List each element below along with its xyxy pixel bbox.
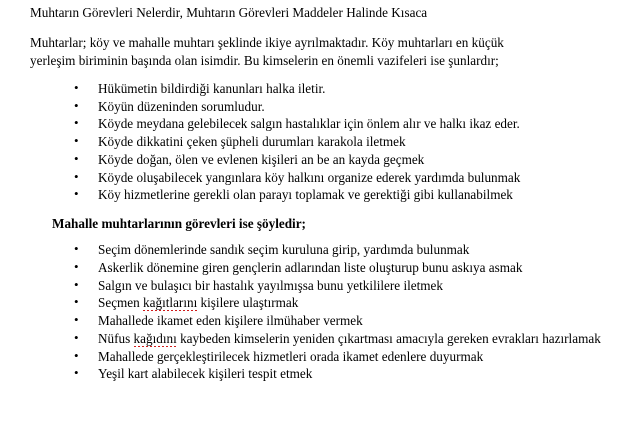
list-item [74, 277, 617, 295]
list-item-text: Köy hizmetlerine gerekli olan parayı toplamak ve gerektiği gibi kullanabilmek [98, 187, 513, 203]
spellcheck-underline: kağıdını [133, 330, 177, 346]
list-item [74, 98, 617, 116]
page-title: Muhtarın Görevleri Nelerdir, Muhtarın Görevleri Maddeler Halinde Kısaca [30, 5, 428, 20]
list-item-text: Mahallede ikamet eden kişilere ilmühaber vermek [98, 313, 363, 329]
list-item-text: Köyde meydana gelebilecek salgın hastalıklar için önlem alır ve halkı ikaz eder. [98, 116, 520, 132]
intro-line-1: Muhtarlar; köy ve mahalle muhtarı şeklinde ikiye ayrılmaktadır. Köy muhtarları en küçük [30, 35, 504, 51]
list-item-text: Yeşil kart alabilecek kişileri tespit etmek [98, 366, 313, 382]
list-item-text: Nüfus kağıdını kaybeden kimselerin yeniden çıkartması amacıyla gereken evrakları hazırlamak [98, 330, 601, 346]
list-item-text: Köyde dikkatini çeken şüpheli durumları karakola iletmek [98, 134, 406, 150]
neighborhood-duties-list [30, 241, 617, 383]
list-item-text: Salgın ve bulaşıcı bir hastalık yayılmışsa bunu yetkililere iletmek [98, 277, 443, 293]
list-item-text: Köyde oluşabilecek yangınlara köy halkını organize ederek yardımda bulunmak [98, 169, 521, 185]
list-item-text: Askerlik dönemine giren gençlerin adlarından liste oluşturup bunu askıya asmak [98, 259, 523, 275]
list-item [74, 115, 617, 133]
list-item [74, 151, 617, 169]
list-item [74, 169, 617, 187]
list-item-text: Seçmen kağıtlarını kişilere ulaştırmak [98, 295, 299, 311]
section-subheading: Mahalle muhtarlarının görevleri ise şöyledir; [52, 216, 306, 232]
list-item [74, 241, 617, 259]
list-item [74, 186, 617, 204]
list-item [74, 294, 617, 312]
list-item-text: Köyde doğan, ölen ve evlenen kişileri an be an kayda geçmek [98, 151, 425, 167]
list-item [74, 365, 617, 383]
list-item [74, 133, 617, 151]
list-item-text: Hükümetin bildirdiği kanunları halka iletir. [98, 80, 326, 96]
list-item-text: Köyün düzeninden sorumludur. [98, 98, 265, 114]
list-item [74, 348, 617, 366]
list-item-text: Mahallede gerçekleştirilecek hizmetleri orada ikamet edenlere duyurmak [98, 348, 484, 364]
village-duties-list [30, 80, 617, 204]
list-item [74, 259, 617, 277]
list-item-text: Seçim dönemlerinde sandık seçim kuruluna girip, yardımda bulunmak [98, 242, 470, 258]
spellcheck-underline: kağıtlarını [143, 295, 198, 311]
list-item [74, 80, 617, 98]
intro-paragraph [30, 34, 617, 69]
list-item [74, 330, 617, 348]
intro-line-2: yerleşim biriminin başında olan isimdir. Bu kimselerin en önemli vazifeleri ise şunlardır; [30, 53, 499, 69]
list-item [74, 312, 617, 330]
